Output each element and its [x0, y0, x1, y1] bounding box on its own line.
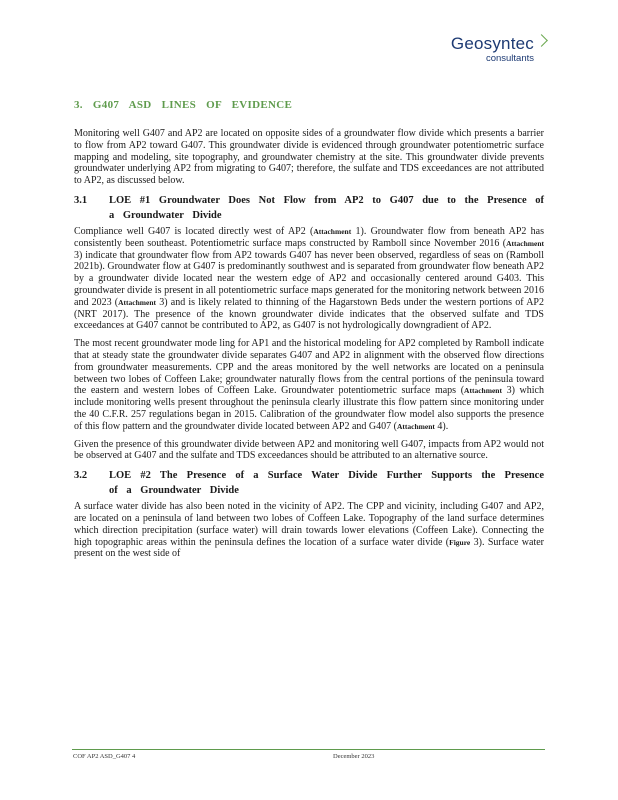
- intro-paragraph: Monitoring well G407 and AP2 are located on opposite sides of a groundwater flow divide which presents a barrier to flow from AP2 toward G407. This groundwater divide is evidenced through groundwater potentiometric surface mapping and modeling, site topography, and groundwater chemistry at the site. This groundwater divide prevents groundwater underlying AP2 from migrating to G407; therefore, the sulfate and TDS exceedances are not attributed to AP2, as discussed below.: [74, 128, 544, 187]
- attachment-ref: Attachment: [396, 421, 435, 431]
- logo-wordmark: [451, 34, 546, 54]
- footer-date: December 2023: [333, 753, 375, 760]
- figure-ref: Figure: [449, 537, 471, 547]
- subsection-title: LOE #1 Groundwater Does Not Flow from AP2 to G407 due to the Presence of a Groundwater Divide: [109, 194, 544, 221]
- section-number: 3.: [74, 99, 83, 111]
- section-heading: [74, 99, 544, 111]
- paragraph-loe2-surface-water: A surface water divide has also been noted in the vicinity of AP2. The CPP and vicinity, including G407 and AP2, are located on a peninsula of land between two lobes of Coffeen Lake. Topography of the land surface determines which direction precipitation (surface water) will drain towards lower elevations (Coffeen Lake). Connecting the high topographic areas within the peninsula defines the location of a surface water divide (Figure 3). Surface water present on the west side of: [74, 501, 544, 560]
- attachment-ref: Attachment: [118, 297, 157, 307]
- footer-divider: [72, 749, 545, 750]
- logo-name: Geosyntec: [450, 34, 534, 53]
- logo-chevron-icon: [535, 34, 548, 47]
- footer-document-id: COF AP2 ASD_G407 4: [73, 753, 136, 760]
- paragraph-loe1-modeling: The most recent groundwater mode ling for AP1 and the historical modeling for AP2 completed by Ramboll indicate that at steady state the groundwater divide separates G407 and AP2 in alignment with the observed flow directions from groundwater measurements. CPP and the areas monitored by the well networks are located on a peninsula between two lobes of Coffeen Lake; groundwater naturally flows from the central portions of the peninsula toward the eastern and western lobes of Coffeen Lake. Groundwater potentiometric surface maps (Attachment 3) which include monitoring wells present throughout the peninsula clearly illustrate this flow pattern since monitoring under the 40 C.F.R. 257 regulations began in 2015. Calibration of the groundwater flow model also supports the presence of this flow pattern and the groundwater divide located between AP2 and G407 (Attachment 4).: [74, 338, 544, 432]
- paragraph-loe1-flow: Compliance well G407 is located directly west of AP2 (Attachment 1). Groundwater flow from beneath AP2 has consistently been southeast. Potentiometric surface maps constructed by Ramboll since November 2016 (Attachment 3) indicate that groundwater flow from AP2 towards G407 has never been observed, regardless of seas on (Ramboll 2021b). Groundwater flow at G407 is predominantly southwest and is separated from groundwater flow beneath AP2 by a groundwater divide located near the western edge of AP2 and occasionally centered around G403. This groundwater divide is present in all potentiometric surface maps generated for the monitoring network between 2016 and 2023 (Attachment 3) and is likely related to thinning of the Hagarstown Beds under the western portions of AP2 (NRT 2017). The presence of the known groundwater divide indicates that the observed sulfate and TDS exceedances at G407 cannot be contributed to AP2, as G407 is not hydrologically downgradient of AP2.: [74, 225, 544, 332]
- paragraph-loe1-conclusion: Given the presence of this groundwater divide between AP2 and monitoring well G407, impacts from AP2 would not be observed at G407 and the sulfate and TDS exceedances should be attributed to an alternative source.: [74, 438, 544, 462]
- subsection-title: LOE #2 The Presence of a Surface Water Divide Further Supports the Presence of a Groundwater Divide: [109, 470, 544, 497]
- subsection-heading-3-2: [74, 468, 544, 498]
- section-title: G407 ASD LINES OF EVIDENCE: [92, 99, 293, 111]
- subsection-number: 3.1: [74, 194, 88, 206]
- subsection-number: 3.2: [74, 470, 88, 482]
- logo-subtitle: consultants: [485, 53, 534, 64]
- company-logo: [451, 34, 546, 64]
- document-body: [74, 99, 544, 566]
- attachment-ref: Attachment: [313, 226, 352, 236]
- subsection-heading-3-1: [74, 193, 544, 223]
- attachment-ref: Attachment: [464, 386, 502, 396]
- attachment-ref: Attachment: [506, 238, 544, 248]
